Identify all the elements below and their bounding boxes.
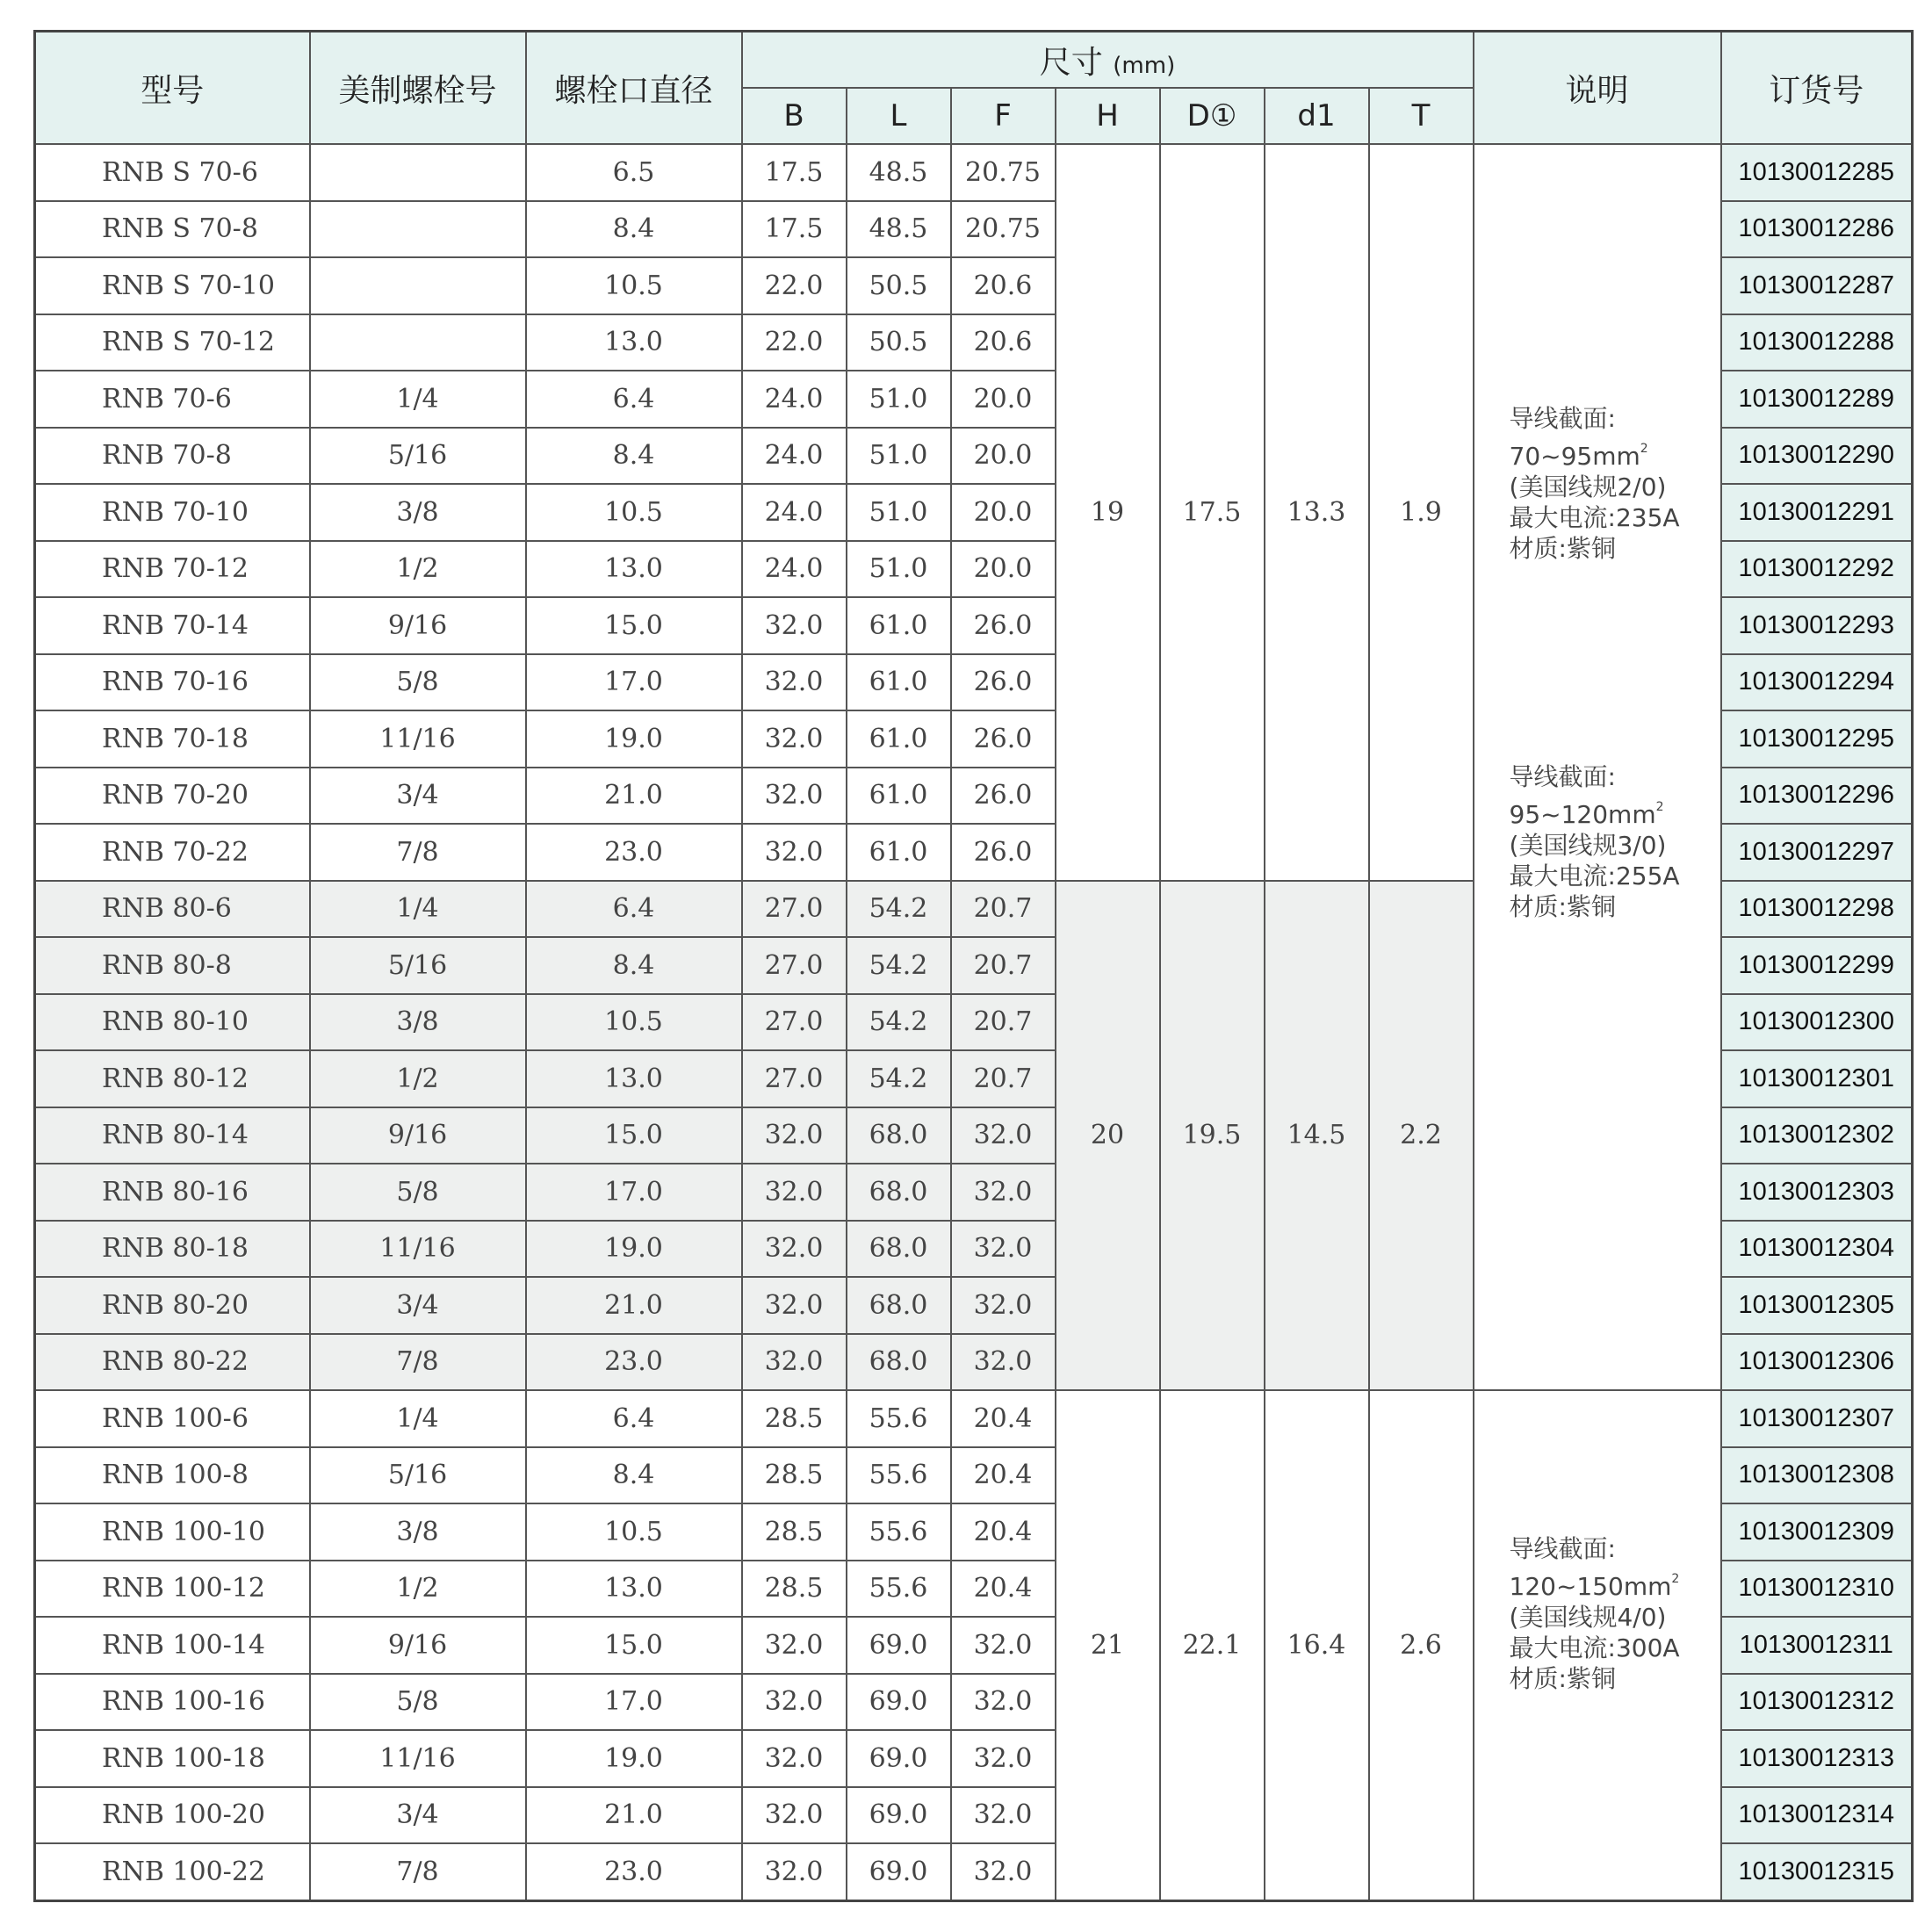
cell-F: 32.0	[951, 1334, 1056, 1391]
cell-us-bolt: 3/4	[310, 1277, 526, 1334]
note-cross-section-value: 120~150mm	[1509, 1572, 1672, 1601]
cell-F: 32.0	[951, 1843, 1056, 1900]
cell-order-no: 10130012310	[1721, 1561, 1913, 1618]
cell-L: 54.2	[847, 994, 951, 1051]
header-us-bolt: 美制螺栓号	[310, 32, 526, 145]
cell-F: 20.7	[951, 994, 1056, 1051]
cell-F: 20.0	[951, 484, 1056, 541]
cell-model: RNB 100-22	[35, 1843, 310, 1900]
cell-B: 32.0	[742, 824, 847, 881]
cell-order-no: 10130012297	[1721, 824, 1913, 881]
cell-order-no: 10130012299	[1721, 937, 1913, 994]
header-F: F	[951, 88, 1056, 144]
header-dimensions	[742, 32, 1474, 89]
note-line: 最大电流:235A	[1509, 503, 1680, 532]
header-H: H	[1056, 88, 1160, 144]
cell-bolt-hole: 13.0	[526, 1050, 742, 1107]
cell-bolt-hole: 10.5	[526, 484, 742, 541]
cell-L: 54.2	[847, 1050, 951, 1107]
cell-model: RNB 70-14	[35, 597, 310, 654]
header-description: 说明	[1474, 32, 1721, 145]
cell-bolt-hole: 21.0	[526, 768, 742, 825]
cell-order-no: 10130012291	[1721, 484, 1913, 541]
cell-order-no: 10130012313	[1721, 1730, 1913, 1787]
cell-us-bolt: 11/16	[310, 1730, 526, 1787]
cell-d1-group: 16.4	[1265, 1390, 1369, 1900]
cell-bolt-hole: 19.0	[526, 1730, 742, 1787]
cell-order-no: 10130012290	[1721, 428, 1913, 485]
cell-L: 61.0	[847, 654, 951, 711]
cell-B: 24.0	[742, 371, 847, 428]
note-line: (美国线规2/0)	[1509, 472, 1667, 501]
cell-B: 32.0	[742, 1107, 847, 1164]
cell-T-group: 1.9	[1369, 144, 1474, 881]
note-cross-section	[1510, 434, 1712, 472]
cell-bolt-hole: 17.0	[526, 1674, 742, 1731]
cell-B: 32.0	[742, 1674, 847, 1731]
cell-B: 27.0	[742, 937, 847, 994]
cell-us-bolt: 11/16	[310, 1221, 526, 1278]
cell-F: 20.7	[951, 1050, 1056, 1107]
cell-L: 55.6	[847, 1561, 951, 1618]
cell-model: RNB 70-12	[35, 541, 310, 598]
cell-order-no: 10130012303	[1721, 1164, 1913, 1221]
cell-F: 20.6	[951, 257, 1056, 314]
cell-F: 20.75	[951, 144, 1056, 201]
note-line: 最大电流:255A	[1509, 862, 1680, 890]
cell-d1-group: 13.3	[1265, 144, 1369, 881]
cell-B: 27.0	[742, 881, 847, 938]
cell-us-bolt: 5/16	[310, 428, 526, 485]
cell-F: 20.0	[951, 371, 1056, 428]
description-note	[1510, 761, 1712, 922]
cell-bolt-hole: 15.0	[526, 1617, 742, 1674]
cell-order-no: 10130012314	[1721, 1787, 1913, 1844]
cell-L: 69.0	[847, 1674, 951, 1731]
header-model: 型号	[35, 32, 310, 145]
cell-bolt-hole: 8.4	[526, 428, 742, 485]
cell-us-bolt: 5/8	[310, 1674, 526, 1731]
cell-F: 26.0	[951, 597, 1056, 654]
cell-model: RNB 70-22	[35, 824, 310, 881]
cell-us-bolt: 3/8	[310, 1503, 526, 1561]
cell-L: 54.2	[847, 881, 951, 938]
cell-F: 32.0	[951, 1164, 1056, 1221]
header-dimensions-unit: (mm)	[1113, 52, 1176, 79]
cell-model: RNB 80-6	[35, 881, 310, 938]
cell-order-no: 10130012304	[1721, 1221, 1913, 1278]
cell-us-bolt: 1/2	[310, 1050, 526, 1107]
cell-us-bolt: 3/4	[310, 1787, 526, 1844]
cell-bolt-hole: 13.0	[526, 541, 742, 598]
cell-B: 27.0	[742, 994, 847, 1051]
cell-us-bolt: 5/16	[310, 1447, 526, 1504]
cell-us-bolt	[310, 201, 526, 258]
cell-F: 32.0	[951, 1787, 1056, 1844]
cell-L: 69.0	[847, 1730, 951, 1787]
cell-B: 17.5	[742, 144, 847, 201]
cell-bolt-hole: 23.0	[526, 824, 742, 881]
cell-us-bolt: 7/8	[310, 824, 526, 881]
note-cross-section	[1510, 792, 1712, 830]
cell-B: 28.5	[742, 1447, 847, 1504]
cell-bolt-hole: 6.4	[526, 371, 742, 428]
cell-F: 20.7	[951, 881, 1056, 938]
cell-B: 32.0	[742, 710, 847, 768]
cell-F: 26.0	[951, 710, 1056, 768]
cell-F: 32.0	[951, 1277, 1056, 1334]
cell-order-no: 10130012300	[1721, 994, 1913, 1051]
header-T: T	[1369, 88, 1474, 144]
cell-us-bolt: 1/2	[310, 1561, 526, 1618]
cell-us-bolt: 9/16	[310, 1617, 526, 1674]
cell-model: RNB 70-18	[35, 710, 310, 768]
cell-B: 17.5	[742, 201, 847, 258]
cell-L: 68.0	[847, 1277, 951, 1334]
note-superscript: 2	[1655, 800, 1664, 814]
cell-description	[1474, 144, 1721, 1390]
cell-order-no: 10130012285	[1721, 144, 1913, 201]
cell-B: 24.0	[742, 484, 847, 541]
cell-F: 20.7	[951, 937, 1056, 994]
cell-F: 26.0	[951, 824, 1056, 881]
cell-order-no: 10130012301	[1721, 1050, 1913, 1107]
cell-order-no: 10130012287	[1721, 257, 1913, 314]
cell-bolt-hole: 21.0	[526, 1277, 742, 1334]
cell-F: 32.0	[951, 1617, 1056, 1674]
spec-table	[33, 30, 1914, 1902]
cell-model: RNB 100-18	[35, 1730, 310, 1787]
cell-order-no: 10130012311	[1721, 1617, 1913, 1674]
cell-bolt-hole: 8.4	[526, 1447, 742, 1504]
cell-B: 32.0	[742, 1334, 847, 1391]
cell-model: RNB 100-8	[35, 1447, 310, 1504]
cell-model: RNB 70-8	[35, 428, 310, 485]
header-dimensions-label: 尺寸	[1039, 44, 1103, 81]
cell-L: 51.0	[847, 541, 951, 598]
description-note	[1510, 1533, 1712, 1694]
cell-bolt-hole: 19.0	[526, 1221, 742, 1278]
cell-model: RNB 80-18	[35, 1221, 310, 1278]
cell-B: 32.0	[742, 1730, 847, 1787]
cell-us-bolt: 9/16	[310, 597, 526, 654]
cell-bolt-hole: 8.4	[526, 937, 742, 994]
cell-us-bolt: 9/16	[310, 1107, 526, 1164]
cell-bolt-hole: 15.0	[526, 597, 742, 654]
cell-B: 32.0	[742, 597, 847, 654]
note-line: 材质:紫铜	[1509, 892, 1616, 921]
cell-order-no: 10130012312	[1721, 1674, 1913, 1731]
cell-B: 32.0	[742, 654, 847, 711]
cell-bolt-hole: 15.0	[526, 1107, 742, 1164]
note-line: (美国线规4/0)	[1509, 1603, 1667, 1632]
cell-B: 32.0	[742, 1221, 847, 1278]
cell-L: 55.6	[847, 1390, 951, 1447]
cell-L: 54.2	[847, 937, 951, 994]
cell-bolt-hole: 13.0	[526, 314, 742, 371]
cell-bolt-hole: 23.0	[526, 1843, 742, 1900]
cell-bolt-hole: 8.4	[526, 201, 742, 258]
cell-B: 24.0	[742, 541, 847, 598]
cell-us-bolt: 5/8	[310, 654, 526, 711]
cell-B: 32.0	[742, 1617, 847, 1674]
cell-L: 69.0	[847, 1843, 951, 1900]
cell-B: 32.0	[742, 768, 847, 825]
cell-model: RNB 100-16	[35, 1674, 310, 1731]
table-body	[35, 144, 1913, 1900]
cell-L: 51.0	[847, 484, 951, 541]
note-line: (美国线规3/0)	[1509, 831, 1667, 860]
cell-F: 32.0	[951, 1730, 1056, 1787]
cell-us-bolt: 5/8	[310, 1164, 526, 1221]
note-cross-section-value: 95~120mm	[1509, 800, 1656, 829]
cell-F: 20.6	[951, 314, 1056, 371]
cell-F: 20.4	[951, 1447, 1056, 1504]
cell-model: RNB 80-16	[35, 1164, 310, 1221]
cell-order-no: 10130012296	[1721, 768, 1913, 825]
cell-B: 28.5	[742, 1503, 847, 1561]
cell-bolt-hole: 19.0	[526, 710, 742, 768]
cell-order-no: 10130012308	[1721, 1447, 1913, 1504]
cell-F: 20.4	[951, 1503, 1056, 1561]
cell-F: 32.0	[951, 1221, 1056, 1278]
cell-order-no: 10130012295	[1721, 710, 1913, 768]
description-note	[1510, 403, 1712, 564]
cell-order-no: 10130012307	[1721, 1390, 1913, 1447]
cell-us-bolt	[310, 257, 526, 314]
cell-F: 20.0	[951, 428, 1056, 485]
cell-F: 20.75	[951, 201, 1056, 258]
header-L: L	[847, 88, 951, 144]
cell-model: RNB 100-12	[35, 1561, 310, 1618]
cell-us-bolt: 1/4	[310, 881, 526, 938]
table-header	[35, 32, 1913, 145]
cell-order-no: 10130012292	[1721, 541, 1913, 598]
cell-model: RNB 80-14	[35, 1107, 310, 1164]
header-d1: d1	[1265, 88, 1369, 144]
cell-H-group: 20	[1056, 881, 1160, 1391]
cell-D-group: 17.5	[1160, 144, 1265, 881]
cell-F: 32.0	[951, 1107, 1056, 1164]
note-line: 最大电流:300A	[1509, 1633, 1680, 1662]
cell-model: RNB 100-14	[35, 1617, 310, 1674]
cell-B: 28.5	[742, 1390, 847, 1447]
cell-bolt-hole: 13.0	[526, 1561, 742, 1618]
cell-L: 55.6	[847, 1503, 951, 1561]
cell-us-bolt: 3/4	[310, 768, 526, 825]
cell-B: 22.0	[742, 257, 847, 314]
cell-L: 50.5	[847, 314, 951, 371]
cell-F: 20.4	[951, 1561, 1056, 1618]
cell-L: 51.0	[847, 428, 951, 485]
cell-F: 20.0	[951, 541, 1056, 598]
cell-L: 61.0	[847, 710, 951, 768]
table-row	[35, 1390, 1913, 1447]
cell-model: RNB 100-10	[35, 1503, 310, 1561]
cell-order-no: 10130012288	[1721, 314, 1913, 371]
note-superscript: 2	[1640, 442, 1648, 456]
cell-B: 32.0	[742, 1164, 847, 1221]
cell-bolt-hole: 17.0	[526, 1164, 742, 1221]
cell-T-group: 2.6	[1369, 1390, 1474, 1900]
cell-L: 61.0	[847, 824, 951, 881]
cell-model: RNB 70-6	[35, 371, 310, 428]
cell-model: RNB S 70-8	[35, 201, 310, 258]
cell-H-group: 19	[1056, 144, 1160, 881]
cell-us-bolt: 1/2	[310, 541, 526, 598]
cell-bolt-hole: 17.0	[526, 654, 742, 711]
cell-B: 32.0	[742, 1787, 847, 1844]
note-superscript: 2	[1671, 1572, 1680, 1586]
cell-order-no: 10130012294	[1721, 654, 1913, 711]
cell-L: 68.0	[847, 1221, 951, 1278]
cell-us-bolt: 7/8	[310, 1843, 526, 1900]
cell-F: 26.0	[951, 654, 1056, 711]
cell-bolt-hole: 10.5	[526, 1503, 742, 1561]
cell-order-no: 10130012306	[1721, 1334, 1913, 1391]
cell-L: 68.0	[847, 1164, 951, 1221]
cell-us-bolt	[310, 144, 526, 201]
cell-L: 69.0	[847, 1617, 951, 1674]
cell-bolt-hole: 10.5	[526, 257, 742, 314]
cell-L: 68.0	[847, 1107, 951, 1164]
cell-L: 61.0	[847, 597, 951, 654]
header-order-no: 订货号	[1721, 32, 1913, 145]
cell-D-group: 22.1	[1160, 1390, 1265, 1900]
cell-B: 32.0	[742, 1843, 847, 1900]
note-cross-section-value: 70~95mm	[1509, 442, 1640, 471]
cell-us-bolt: 11/16	[310, 710, 526, 768]
cell-us-bolt: 5/16	[310, 937, 526, 994]
note-line: 材质:紫铜	[1509, 534, 1616, 563]
cell-order-no: 10130012305	[1721, 1277, 1913, 1334]
header-B: B	[742, 88, 847, 144]
header-bolt-hole: 螺栓口直径	[526, 32, 742, 145]
cell-order-no: 10130012289	[1721, 371, 1913, 428]
cell-B: 22.0	[742, 314, 847, 371]
cell-description	[1474, 1390, 1721, 1900]
note-line: 导线截面:	[1509, 762, 1616, 791]
cell-F: 32.0	[951, 1674, 1056, 1731]
cell-bolt-hole: 21.0	[526, 1787, 742, 1844]
cell-order-no: 10130012286	[1721, 201, 1913, 258]
cell-L: 69.0	[847, 1787, 951, 1844]
cell-d1-group: 14.5	[1265, 881, 1369, 1391]
cell-bolt-hole: 6.5	[526, 144, 742, 201]
cell-F: 20.4	[951, 1390, 1056, 1447]
cell-B: 27.0	[742, 1050, 847, 1107]
cell-order-no: 10130012302	[1721, 1107, 1913, 1164]
cell-model: RNB 80-12	[35, 1050, 310, 1107]
cell-model: RNB 80-10	[35, 994, 310, 1051]
cell-model: RNB S 70-12	[35, 314, 310, 371]
note-line: 材质:紫铜	[1509, 1664, 1616, 1693]
cell-bolt-hole: 6.4	[526, 881, 742, 938]
cell-H-group: 21	[1056, 1390, 1160, 1900]
cell-model: RNB 100-6	[35, 1390, 310, 1447]
cell-L: 48.5	[847, 144, 951, 201]
cell-L: 51.0	[847, 371, 951, 428]
header-D: D①	[1160, 88, 1265, 144]
cell-model: RNB 80-20	[35, 1277, 310, 1334]
note-line: 导线截面:	[1509, 1534, 1616, 1563]
cell-model: RNB 70-20	[35, 768, 310, 825]
cell-order-no: 10130012293	[1721, 597, 1913, 654]
cell-bolt-hole: 23.0	[526, 1334, 742, 1391]
cell-us-bolt: 3/8	[310, 994, 526, 1051]
cell-L: 50.5	[847, 257, 951, 314]
cell-L: 61.0	[847, 768, 951, 825]
cell-bolt-hole: 10.5	[526, 994, 742, 1051]
cell-order-no: 10130012298	[1721, 881, 1913, 938]
cell-order-no: 10130012315	[1721, 1843, 1913, 1900]
cell-B: 32.0	[742, 1277, 847, 1334]
note-line: 导线截面:	[1509, 404, 1616, 433]
cell-model: RNB 70-16	[35, 654, 310, 711]
cell-B: 28.5	[742, 1561, 847, 1618]
cell-model: RNB S 70-6	[35, 144, 310, 201]
cell-us-bolt: 1/4	[310, 1390, 526, 1447]
cell-model: RNB 100-20	[35, 1787, 310, 1844]
cell-bolt-hole: 6.4	[526, 1390, 742, 1447]
cell-order-no: 10130012309	[1721, 1503, 1913, 1561]
cell-L: 55.6	[847, 1447, 951, 1504]
cell-us-bolt: 1/4	[310, 371, 526, 428]
cell-us-bolt	[310, 314, 526, 371]
cell-model: RNB S 70-10	[35, 257, 310, 314]
cell-us-bolt: 7/8	[310, 1334, 526, 1391]
table-row	[35, 144, 1913, 201]
cell-model: RNB 70-10	[35, 484, 310, 541]
cell-F: 26.0	[951, 768, 1056, 825]
cell-L: 48.5	[847, 201, 951, 258]
cell-model: RNB 80-8	[35, 937, 310, 994]
cell-model: RNB 80-22	[35, 1334, 310, 1391]
cell-B: 24.0	[742, 428, 847, 485]
note-cross-section	[1510, 1564, 1712, 1602]
cell-L: 68.0	[847, 1334, 951, 1391]
cell-T-group: 2.2	[1369, 881, 1474, 1391]
cell-D-group: 19.5	[1160, 881, 1265, 1391]
cell-us-bolt: 3/8	[310, 484, 526, 541]
